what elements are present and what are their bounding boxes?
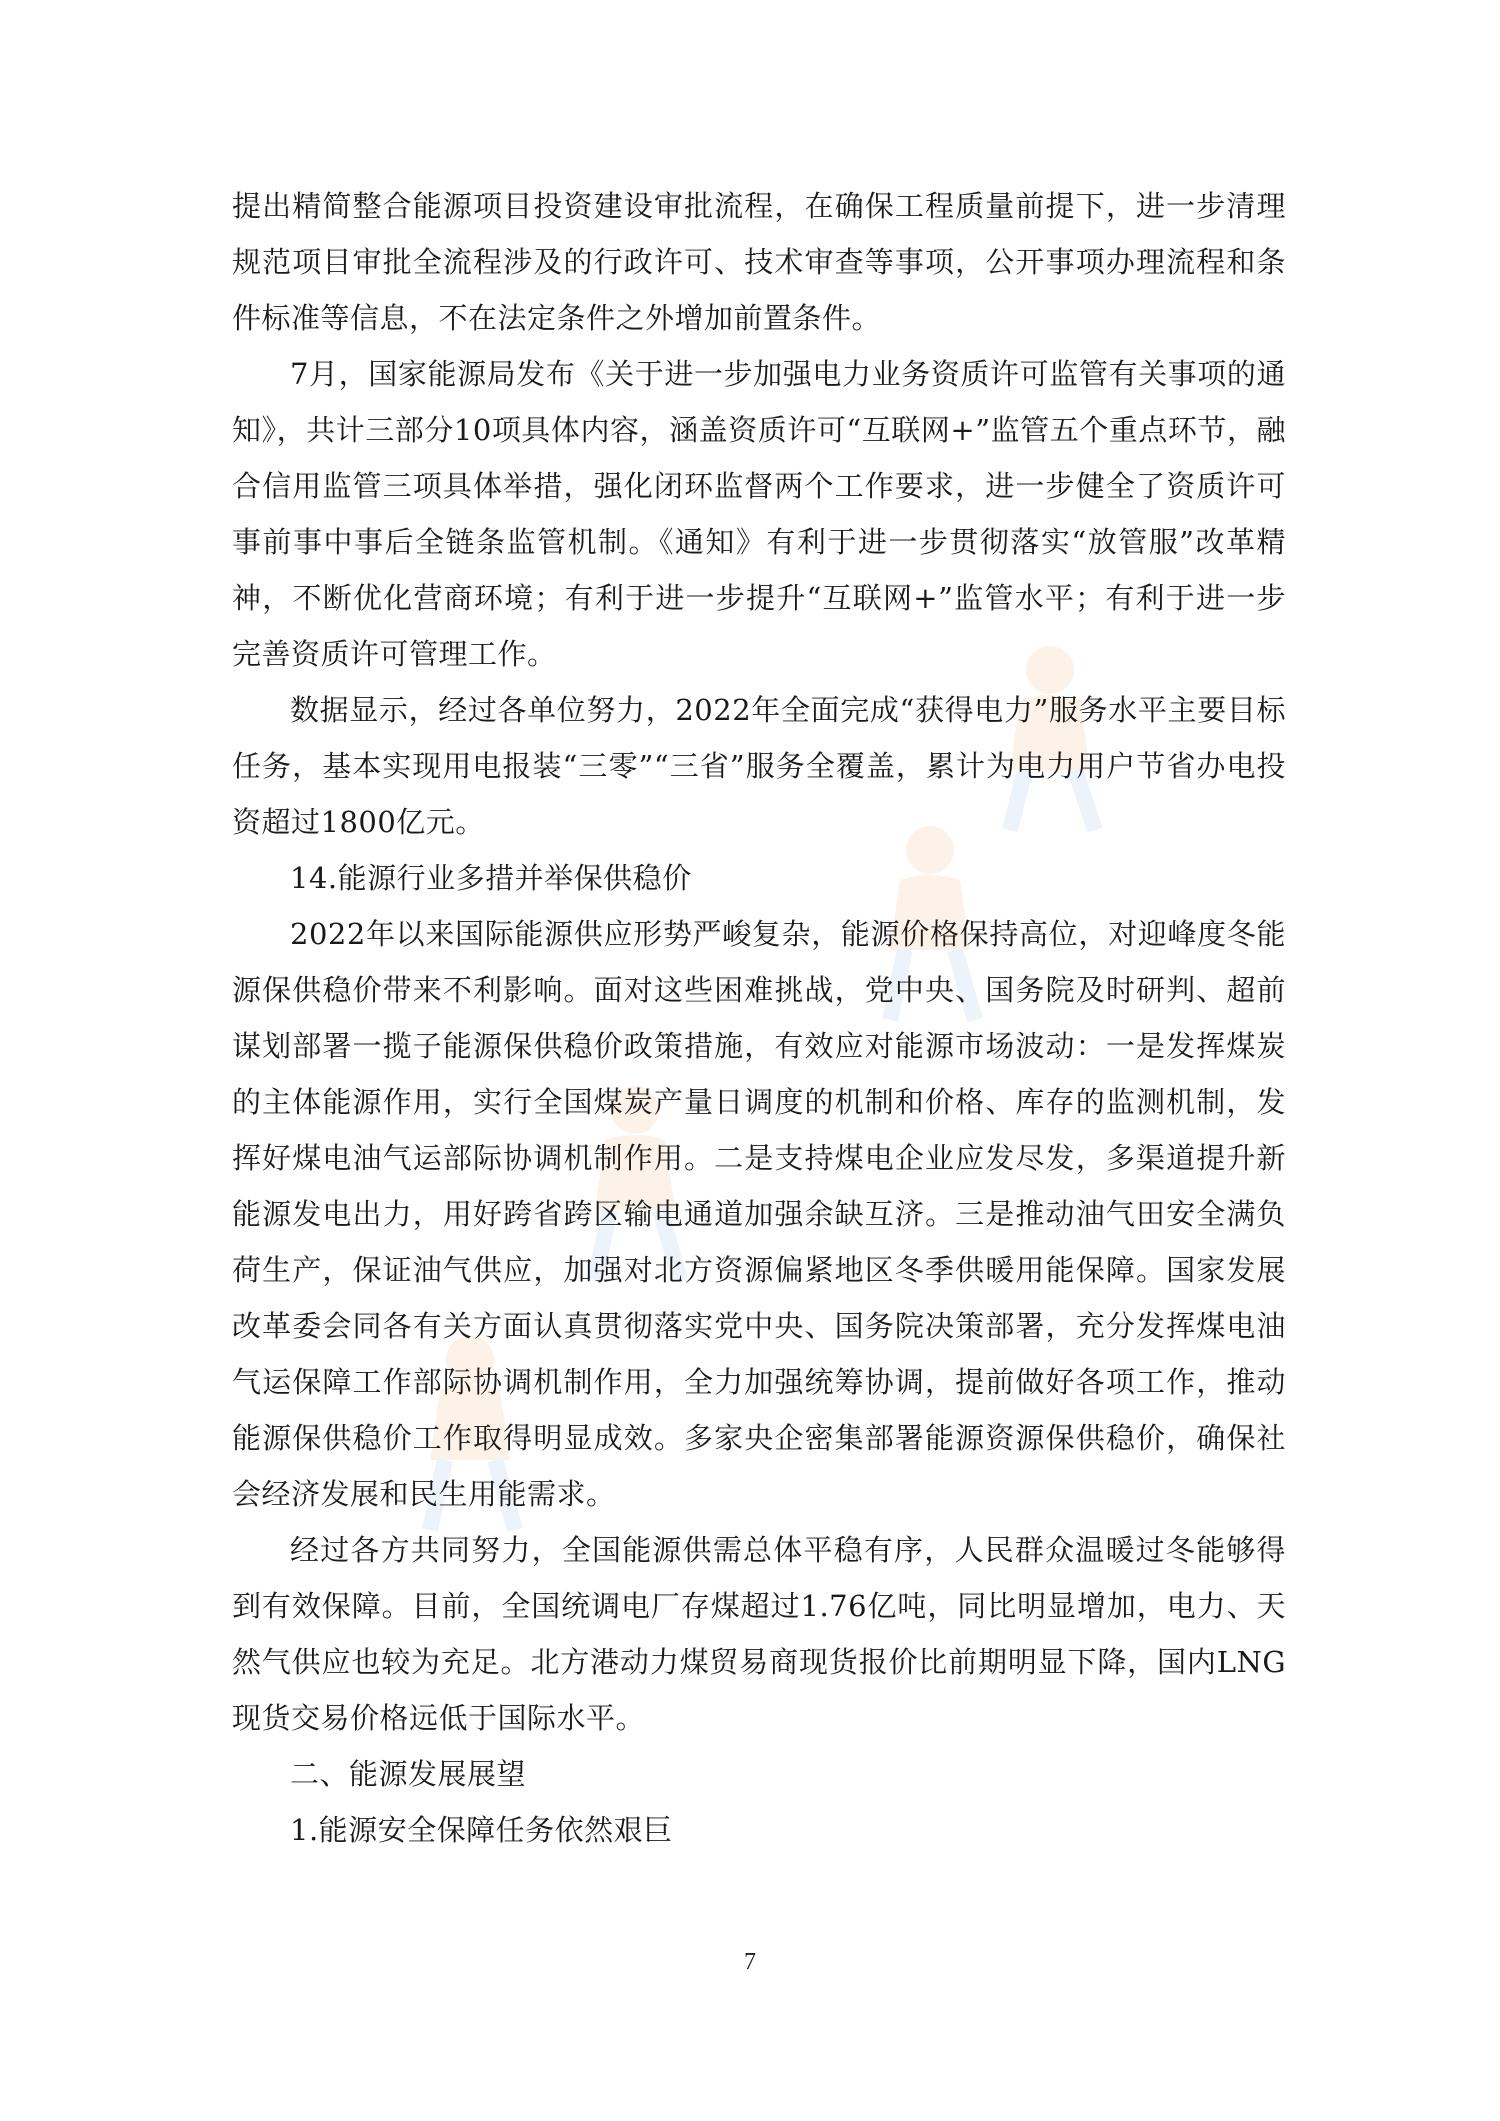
section-heading-supply-price: 14.能源行业多措并举保供稳价: [290, 861, 692, 895]
paragraph-supply-results: 经过各方共同努力，全国能源供需总体平稳有序，人民群众温暖过冬能够得到有效保障。目前，全国统调电厂存煤超过1.76亿吨，同比明显增加，电力、天然气供应也较为充足。北方港动力煤贸易商现货报价比前期明显下降，国内LNG现货交易价格远低于国际水平。: [232, 1533, 1286, 1735]
document-body: [232, 178, 1286, 1858]
page-number: 7: [744, 1949, 756, 1975]
paragraph-approval-process: 提出精简整合能源项目投资建设审批流程，在确保工程质量前提下，进一步清理规范项目审批全流程涉及的行政许可、技术审查等事项，公开事项办理流程和条件标准等信息，不在法定条件之外增加前置条件。: [232, 189, 1286, 335]
subsection-heading-energy-security: 1.能源安全保障任务依然艰巨: [290, 1813, 673, 1847]
paragraph-energy-supply-measures: 2022年以来国际能源供应形势严峻复杂，能源价格保持高位，对迎峰度冬能源保供稳价带来不利影响。面对这些困难挑战，党中央、国务院及时研判、超前谋划部署一揽子能源保供稳价政策措施，有效应对能源市场波动：一是发挥煤炭的主体能源作用，实行全国煤炭产量日调度的机制和价格、库存的监测机制，发挥好煤电油气运部际协调机制作用。二是支持煤电企业应发尽发，多渠道提升新能源发电出力，用好跨省跨区输电通道加强余缺互济。三是推动油气田安全满负荷生产，保证油气供应，加强对北方资源偏紧地区冬季供暖用能保障。国家发展改革委会同各有关方面认真贯彻落实党中央、国务院决策部署，充分发挥煤电油气运保障工作部际协调机制作用，全力加强统筹协调，提前做好各项工作，推动能源保供稳价工作取得明显成效。多家央企密集部署能源资源保供稳价，确保社会经济发展和民生用能需求。: [232, 917, 1286, 1511]
paragraph-qualification-notice: 7月，国家能源局发布《关于进一步加强电力业务资质许可监管有关事项的通知》，共计三部分10项具体内容，涵盖资质许可“互联网+”监管五个重点环节，融合信用监管三项具体举措，强化闭环监督两个工作要求，进一步健全了资质许可事前事中事后全链条监管机制。《通知》有利于进一步贯彻落实“放管服”改革精神，不断优化营商环境；有利于进一步提升“互联网+”监管水平；有利于进一步完善资质许可管理工作。: [232, 357, 1286, 671]
section-heading-outlook: 二、能源发展展望: [290, 1757, 527, 1791]
paragraph-power-service-data: 数据显示，经过各单位努力，2022年全面完成“获得电力”服务水平主要目标任务，基本实现用电报装“三零”“三省”服务全覆盖，累计为电力用户节省办电投资超过1800亿元。: [232, 693, 1286, 839]
